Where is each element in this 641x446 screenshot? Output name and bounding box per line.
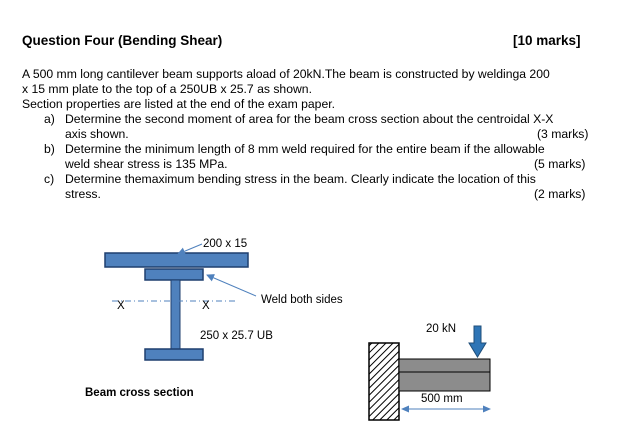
weld-leader-arrow (207, 275, 256, 296)
cross-section-caption: Beam cross section (85, 387, 194, 399)
part-b-label: b) (44, 142, 55, 156)
part-c-line-2: stress. (65, 187, 101, 201)
plate-label: 200 x 15 (203, 238, 248, 250)
cantilever-beam-lower (399, 372, 490, 391)
question-title: Question Four (Bending Shear) (22, 33, 223, 48)
part-a-line-1: Determine the second moment of area for the beam cross section about the centroidal X-X (65, 112, 554, 126)
part-a-line-2: axis shown. (65, 127, 129, 141)
part-b-line-1: Determine the minimum length of 8 mm weld required for the entire beam if the allowable (65, 142, 545, 156)
part-b-line-2: weld shear stress is 135 MPa. (65, 157, 228, 171)
axis-label-left: X (117, 300, 125, 312)
ub-label: 250 x 25.7 UB (200, 330, 273, 342)
question-marks: [10 marks] (513, 33, 581, 48)
cantilever-beam-upper (399, 359, 490, 372)
part-b-marks: (5 marks) (534, 157, 586, 171)
length-label: 500 mm (421, 393, 463, 405)
length-arrowhead-left (401, 406, 409, 413)
axis-label-right: X (202, 300, 210, 312)
intro-line-3: Section properties are listed at the end of the exam paper. (22, 97, 336, 111)
part-c-line-1: Determine themaximum bending stress in the beam. Clearly indicate the location of this (65, 172, 536, 186)
weld-label: Weld both sides (261, 294, 343, 306)
intro-text: A 500 mm long cantilever beam supports aload of 20kN.The beam is constructed by weldinga 200 (22, 67, 550, 81)
part-a-marks: (3 marks) (537, 127, 589, 141)
length-arrowhead-right (483, 406, 491, 413)
part-c-label: c) (44, 172, 55, 186)
ub-bottom-flange (145, 349, 203, 360)
ub-web (171, 280, 180, 349)
intro-line-2: x 15 mm plate to the top of a 250UB x 25.7 as shown. (22, 82, 312, 96)
ub-top-flange (145, 269, 203, 280)
load-label: 20 kN (426, 323, 457, 335)
part-c-marks: (2 marks) (534, 187, 586, 201)
load-arrow (469, 326, 486, 357)
part-a-label: a) (44, 112, 55, 126)
fixed-wall (369, 343, 399, 420)
top-plate (105, 253, 248, 267)
